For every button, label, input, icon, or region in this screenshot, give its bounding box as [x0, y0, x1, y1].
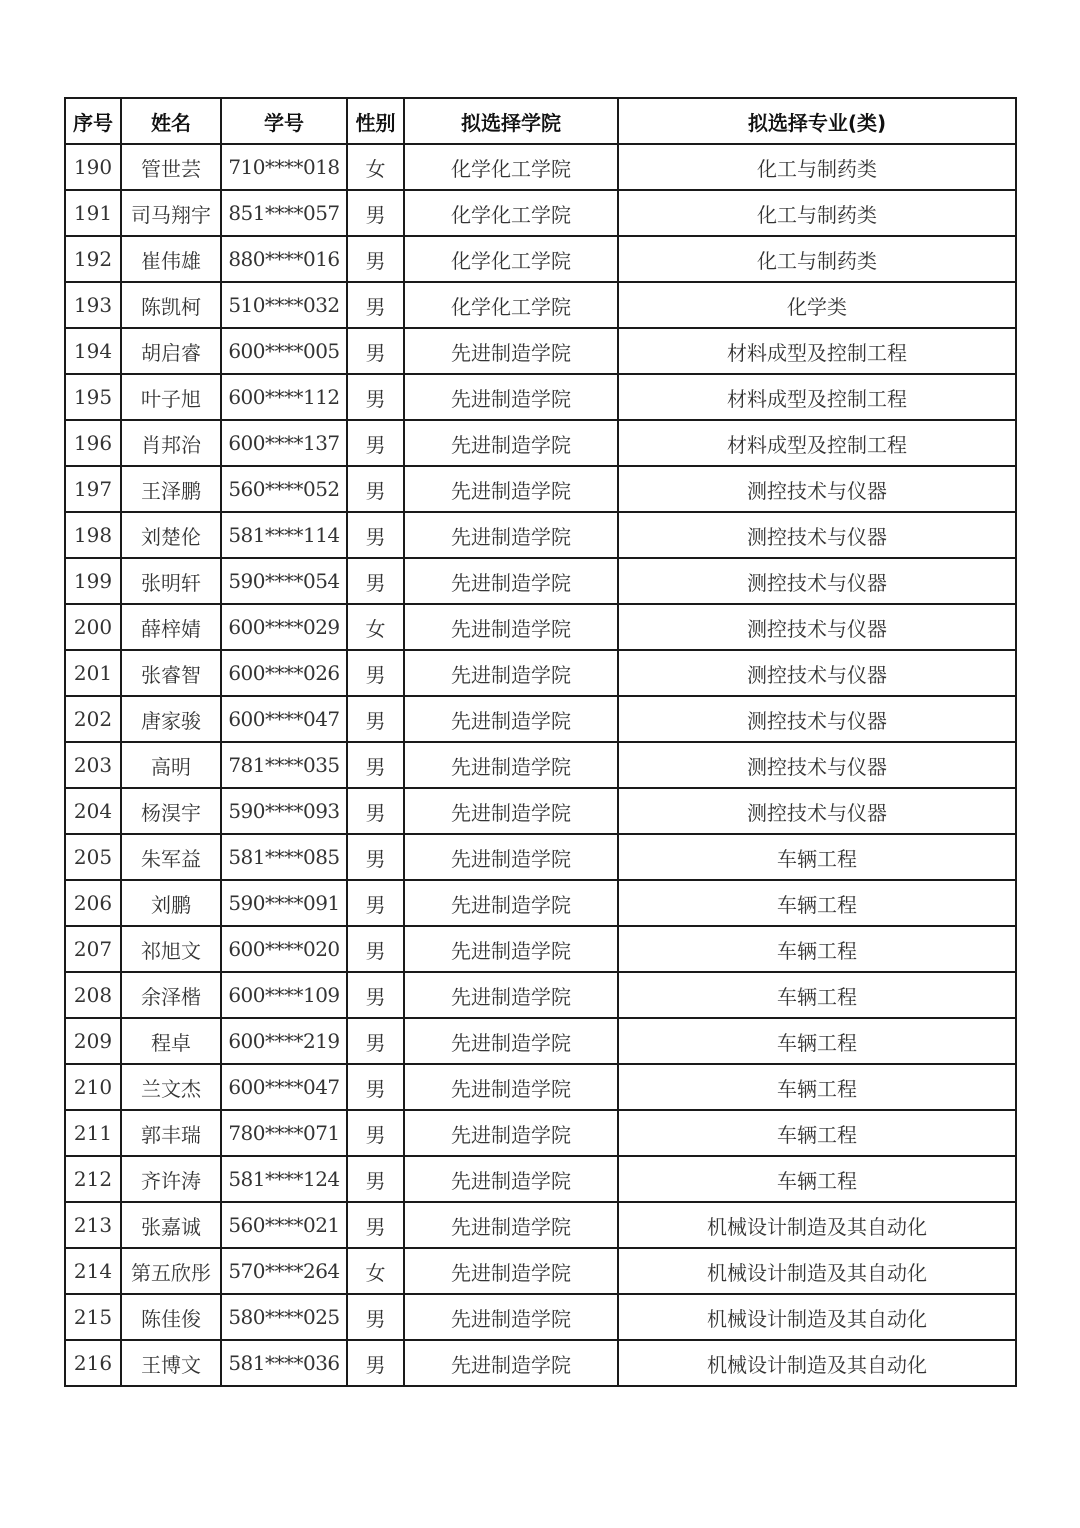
cell-gender: 男	[347, 1156, 404, 1202]
cell-major: 测控技术与仪器	[618, 650, 1016, 696]
cell-college: 先进制造学院	[404, 1156, 618, 1202]
cell-student-id: 510****032	[221, 282, 347, 328]
cell-gender: 男	[347, 742, 404, 788]
cell-index: 195	[65, 374, 121, 420]
cell-major: 化工与制药类	[618, 144, 1016, 190]
cell-gender: 男	[347, 374, 404, 420]
cell-gender: 男	[347, 834, 404, 880]
cell-student-id: 600****029	[221, 604, 347, 650]
table-row	[65, 328, 1016, 374]
cell-gender: 男	[347, 236, 404, 282]
cell-index: 193	[65, 282, 121, 328]
cell-major: 车辆工程	[618, 834, 1016, 880]
table-row	[65, 282, 1016, 328]
table-row	[65, 558, 1016, 604]
table-row	[65, 1018, 1016, 1064]
table-body	[65, 144, 1016, 1386]
cell-student-id: 581****114	[221, 512, 347, 558]
cell-student-id: 600****047	[221, 1064, 347, 1110]
cell-index: 209	[65, 1018, 121, 1064]
header-gender: 性别	[347, 98, 404, 144]
cell-index: 206	[65, 880, 121, 926]
cell-index: 207	[65, 926, 121, 972]
cell-college: 先进制造学院	[404, 1294, 618, 1340]
cell-student-id: 600****137	[221, 420, 347, 466]
cell-gender: 男	[347, 1294, 404, 1340]
cell-index: 191	[65, 190, 121, 236]
table-row	[65, 650, 1016, 696]
cell-gender: 女	[347, 1248, 404, 1294]
cell-student-id: 600****026	[221, 650, 347, 696]
header-student-id: 学号	[221, 98, 347, 144]
cell-college: 先进制造学院	[404, 1248, 618, 1294]
cell-college: 先进制造学院	[404, 926, 618, 972]
cell-student-id: 580****025	[221, 1294, 347, 1340]
cell-gender: 女	[347, 144, 404, 190]
cell-major: 车辆工程	[618, 1156, 1016, 1202]
cell-college: 先进制造学院	[404, 1110, 618, 1156]
table-row	[65, 1294, 1016, 1340]
cell-major: 车辆工程	[618, 926, 1016, 972]
cell-student-id: 581****036	[221, 1340, 347, 1386]
cell-college: 化学化工学院	[404, 190, 618, 236]
cell-index: 202	[65, 696, 121, 742]
cell-gender: 男	[347, 190, 404, 236]
cell-name: 刘楚伦	[121, 512, 221, 558]
cell-index: 197	[65, 466, 121, 512]
cell-major: 机械设计制造及其自动化	[618, 1202, 1016, 1248]
cell-college: 先进制造学院	[404, 374, 618, 420]
cell-name: 叶子旭	[121, 374, 221, 420]
cell-index: 190	[65, 144, 121, 190]
cell-student-id: 600****020	[221, 926, 347, 972]
table-row	[65, 880, 1016, 926]
cell-student-id: 851****057	[221, 190, 347, 236]
cell-major: 测控技术与仪器	[618, 558, 1016, 604]
header-row	[65, 98, 1016, 144]
table-row	[65, 1064, 1016, 1110]
cell-index: 199	[65, 558, 121, 604]
cell-major: 车辆工程	[618, 1064, 1016, 1110]
table-row	[65, 190, 1016, 236]
cell-name: 崔伟雄	[121, 236, 221, 282]
table-row	[65, 834, 1016, 880]
cell-student-id: 600****005	[221, 328, 347, 374]
table-row	[65, 236, 1016, 282]
table-row	[65, 696, 1016, 742]
cell-college: 先进制造学院	[404, 558, 618, 604]
cell-college: 先进制造学院	[404, 650, 618, 696]
table-row	[65, 604, 1016, 650]
cell-college: 先进制造学院	[404, 466, 618, 512]
cell-gender: 男	[347, 880, 404, 926]
cell-gender: 男	[347, 466, 404, 512]
cell-name: 齐许涛	[121, 1156, 221, 1202]
table-header	[65, 98, 1016, 144]
cell-major: 测控技术与仪器	[618, 696, 1016, 742]
cell-name: 薛梓婧	[121, 604, 221, 650]
table-row	[65, 466, 1016, 512]
cell-index: 210	[65, 1064, 121, 1110]
cell-name: 王博文	[121, 1340, 221, 1386]
cell-college: 先进制造学院	[404, 328, 618, 374]
table-row	[65, 1202, 1016, 1248]
cell-student-id: 581****085	[221, 834, 347, 880]
cell-student-id: 560****021	[221, 1202, 347, 1248]
cell-major: 车辆工程	[618, 972, 1016, 1018]
cell-student-id: 600****219	[221, 1018, 347, 1064]
cell-student-id: 590****054	[221, 558, 347, 604]
cell-gender: 男	[347, 972, 404, 1018]
cell-index: 196	[65, 420, 121, 466]
cell-gender: 女	[347, 604, 404, 650]
cell-college: 先进制造学院	[404, 834, 618, 880]
cell-gender: 男	[347, 1340, 404, 1386]
cell-name: 朱军益	[121, 834, 221, 880]
cell-student-id: 570****264	[221, 1248, 347, 1294]
cell-college: 先进制造学院	[404, 1064, 618, 1110]
cell-student-id: 590****091	[221, 880, 347, 926]
cell-major: 材料成型及控制工程	[618, 328, 1016, 374]
cell-student-id: 600****109	[221, 972, 347, 1018]
cell-gender: 男	[347, 1202, 404, 1248]
cell-college: 先进制造学院	[404, 880, 618, 926]
table-row	[65, 1248, 1016, 1294]
cell-index: 211	[65, 1110, 121, 1156]
cell-gender: 男	[347, 788, 404, 834]
cell-name: 杨淏宇	[121, 788, 221, 834]
cell-college: 先进制造学院	[404, 972, 618, 1018]
cell-major: 测控技术与仪器	[618, 788, 1016, 834]
cell-major: 机械设计制造及其自动化	[618, 1248, 1016, 1294]
header-college: 拟选择学院	[404, 98, 618, 144]
cell-index: 212	[65, 1156, 121, 1202]
cell-gender: 男	[347, 926, 404, 972]
cell-gender: 男	[347, 1018, 404, 1064]
cell-gender: 男	[347, 696, 404, 742]
cell-student-id: 560****052	[221, 466, 347, 512]
cell-name: 程卓	[121, 1018, 221, 1064]
cell-gender: 男	[347, 420, 404, 466]
student-roster-table	[64, 97, 1017, 1387]
cell-gender: 男	[347, 558, 404, 604]
cell-index: 205	[65, 834, 121, 880]
cell-name: 肖邦治	[121, 420, 221, 466]
cell-name: 胡启睿	[121, 328, 221, 374]
cell-gender: 男	[347, 1064, 404, 1110]
cell-index: 200	[65, 604, 121, 650]
cell-student-id: 581****124	[221, 1156, 347, 1202]
cell-college: 先进制造学院	[404, 1202, 618, 1248]
cell-gender: 男	[347, 650, 404, 696]
cell-gender: 男	[347, 1110, 404, 1156]
cell-index: 194	[65, 328, 121, 374]
cell-major: 车辆工程	[618, 1018, 1016, 1064]
cell-major: 测控技术与仪器	[618, 604, 1016, 650]
cell-name: 刘鹏	[121, 880, 221, 926]
cell-major: 测控技术与仪器	[618, 466, 1016, 512]
cell-name: 张睿智	[121, 650, 221, 696]
cell-index: 192	[65, 236, 121, 282]
cell-college: 先进制造学院	[404, 742, 618, 788]
cell-index: 214	[65, 1248, 121, 1294]
cell-index: 216	[65, 1340, 121, 1386]
cell-name: 唐家骏	[121, 696, 221, 742]
cell-college: 化学化工学院	[404, 282, 618, 328]
cell-major: 车辆工程	[618, 1110, 1016, 1156]
cell-student-id: 590****093	[221, 788, 347, 834]
cell-name: 陈凯柯	[121, 282, 221, 328]
cell-student-id: 710****018	[221, 144, 347, 190]
table-row	[65, 420, 1016, 466]
cell-college: 先进制造学院	[404, 1340, 618, 1386]
cell-major: 化学类	[618, 282, 1016, 328]
cell-college: 化学化工学院	[404, 236, 618, 282]
cell-name: 余泽楷	[121, 972, 221, 1018]
cell-index: 208	[65, 972, 121, 1018]
table-row	[65, 742, 1016, 788]
cell-name: 高明	[121, 742, 221, 788]
cell-college: 化学化工学院	[404, 144, 618, 190]
table-row	[65, 374, 1016, 420]
cell-college: 先进制造学院	[404, 512, 618, 558]
cell-name: 司马翔宇	[121, 190, 221, 236]
cell-index: 215	[65, 1294, 121, 1340]
cell-name: 管世芸	[121, 144, 221, 190]
cell-college: 先进制造学院	[404, 696, 618, 742]
cell-index: 213	[65, 1202, 121, 1248]
cell-student-id: 880****016	[221, 236, 347, 282]
cell-major: 测控技术与仪器	[618, 512, 1016, 558]
table-row	[65, 788, 1016, 834]
cell-gender: 男	[347, 512, 404, 558]
cell-college: 先进制造学院	[404, 788, 618, 834]
table-row	[65, 972, 1016, 1018]
cell-index: 198	[65, 512, 121, 558]
table-row	[65, 926, 1016, 972]
header-name: 姓名	[121, 98, 221, 144]
cell-student-id: 600****112	[221, 374, 347, 420]
cell-name: 兰文杰	[121, 1064, 221, 1110]
cell-student-id: 780****071	[221, 1110, 347, 1156]
cell-name: 王泽鹏	[121, 466, 221, 512]
cell-college: 先进制造学院	[404, 604, 618, 650]
cell-name: 张嘉诚	[121, 1202, 221, 1248]
cell-student-id: 781****035	[221, 742, 347, 788]
table-row	[65, 512, 1016, 558]
table-row	[65, 1110, 1016, 1156]
cell-index: 204	[65, 788, 121, 834]
cell-name: 祁旭文	[121, 926, 221, 972]
cell-major: 测控技术与仪器	[618, 742, 1016, 788]
cell-major: 材料成型及控制工程	[618, 374, 1016, 420]
cell-gender: 男	[347, 282, 404, 328]
cell-college: 先进制造学院	[404, 420, 618, 466]
cell-name: 张明轩	[121, 558, 221, 604]
cell-major: 化工与制药类	[618, 236, 1016, 282]
cell-gender: 男	[347, 328, 404, 374]
cell-index: 203	[65, 742, 121, 788]
table-row	[65, 1156, 1016, 1202]
cell-name: 陈佳俊	[121, 1294, 221, 1340]
header-major: 拟选择专业(类)	[618, 98, 1016, 144]
table-row	[65, 144, 1016, 190]
cell-student-id: 600****047	[221, 696, 347, 742]
cell-name: 第五欣彤	[121, 1248, 221, 1294]
cell-major: 化工与制药类	[618, 190, 1016, 236]
cell-index: 201	[65, 650, 121, 696]
cell-major: 材料成型及控制工程	[618, 420, 1016, 466]
cell-college: 先进制造学院	[404, 1018, 618, 1064]
table-row	[65, 1340, 1016, 1386]
header-index: 序号	[65, 98, 121, 144]
cell-major: 机械设计制造及其自动化	[618, 1294, 1016, 1340]
cell-name: 郭丰瑞	[121, 1110, 221, 1156]
cell-major: 车辆工程	[618, 880, 1016, 926]
cell-major: 机械设计制造及其自动化	[618, 1340, 1016, 1386]
